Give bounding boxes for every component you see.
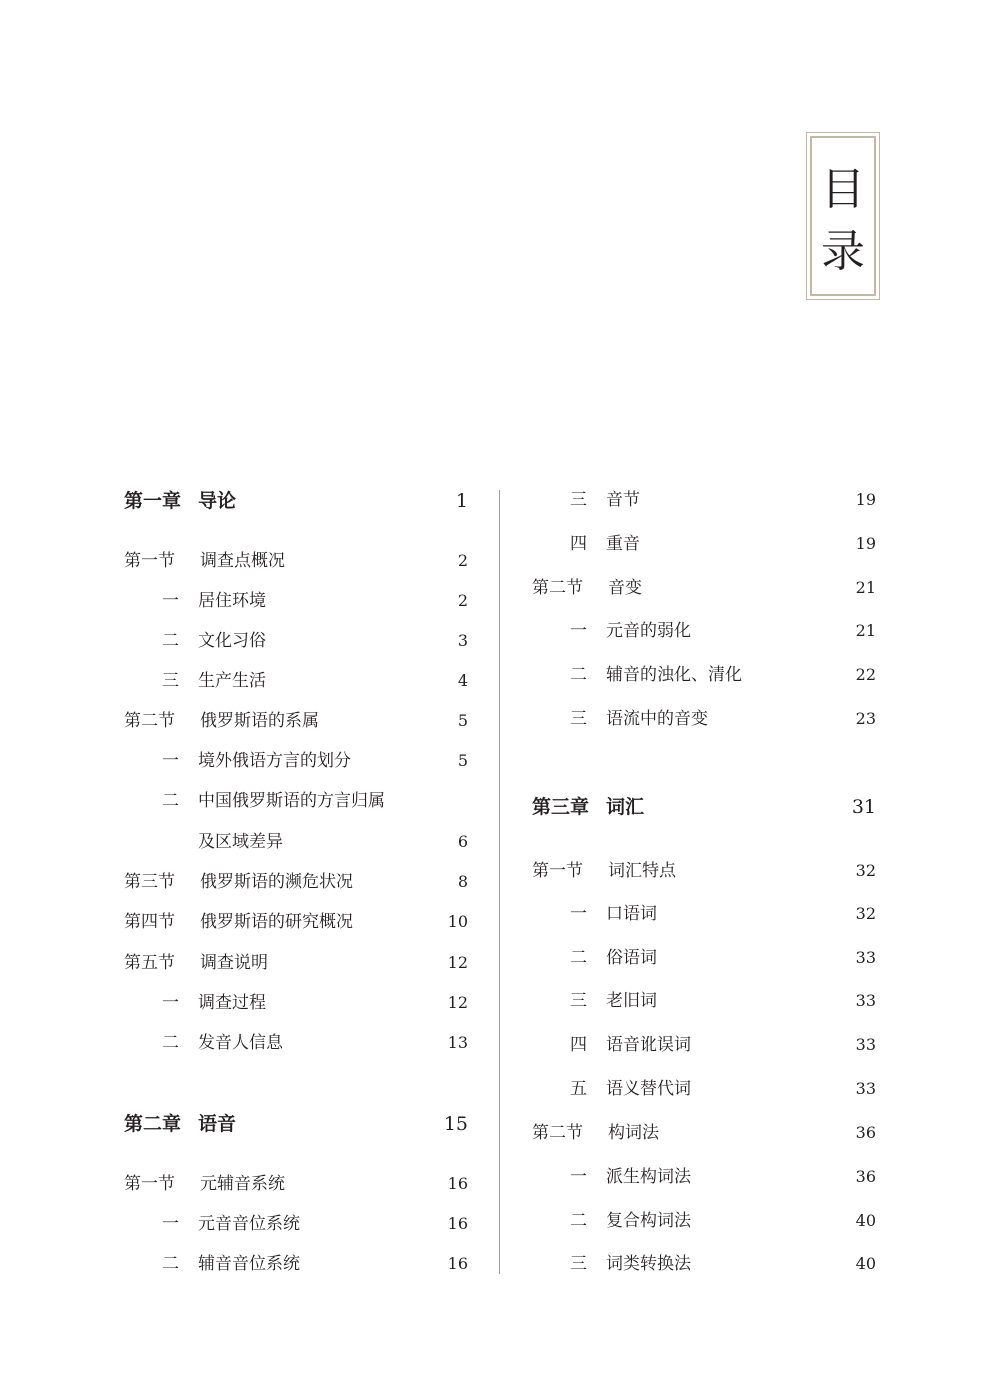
toc-entry-item	[532, 706, 876, 732]
toc-entry-page: 8	[457, 872, 468, 891]
toc-entry-number: 一	[570, 904, 587, 924]
toc-title-char-2: 录	[821, 226, 865, 277]
toc-entry-item	[532, 618, 876, 644]
toc-entry-title: 元音的弱化	[606, 621, 691, 641]
toc-entry-title: 文化习俗	[198, 631, 266, 651]
toc-entry-title: 居住环境	[198, 591, 266, 611]
toc-entry-number: 第一章	[124, 490, 182, 512]
toc-entry-section	[124, 1171, 468, 1197]
toc-entry-page: 21	[855, 578, 876, 597]
toc-entry-title: 调查点概况	[200, 551, 285, 571]
toc-entry-label	[570, 1032, 691, 1058]
toc-entry-page: 40	[855, 1254, 876, 1273]
toc-entry-label	[162, 628, 266, 654]
toc-entry-number: 一	[162, 751, 179, 771]
toc-entry-section	[532, 858, 876, 884]
toc-entry-label	[570, 1208, 691, 1234]
toc-entry-item	[124, 1211, 468, 1237]
toc-entry-item	[124, 628, 468, 654]
toc-entry-page: 5	[457, 751, 468, 770]
toc-entry-page: 33	[855, 1035, 876, 1054]
toc-entry-item	[124, 1030, 468, 1056]
toc-entry-item	[532, 1076, 876, 1102]
toc-entry-label	[162, 588, 266, 614]
toc-entry-label	[570, 901, 657, 927]
toc-entry-title: 元音音位系统	[198, 1214, 300, 1234]
toc-entry-item	[532, 487, 876, 513]
toc-entry-title: 语义替代词	[606, 1079, 691, 1099]
toc-entry-number: 一	[570, 1167, 587, 1187]
toc-entry-label	[124, 1171, 285, 1197]
toc-entry-chapter	[124, 488, 468, 514]
toc-entry-item	[532, 662, 876, 688]
toc-entry-label	[570, 531, 640, 557]
toc-entry-section	[532, 575, 876, 601]
toc-entry-item	[532, 531, 876, 557]
toc-entry-page: 6	[457, 832, 468, 851]
toc-entry-number: 二	[570, 665, 587, 685]
toc-entry-page: 33	[855, 1079, 876, 1098]
toc-entry-label	[124, 909, 353, 935]
toc-entry-title: 老旧词	[606, 991, 657, 1011]
toc-entry-number: 一	[162, 993, 179, 1013]
toc-entry-title: 口语词	[606, 904, 657, 924]
toc-title-char-1: 目	[821, 164, 865, 215]
toc-entry-page: 22	[855, 665, 876, 684]
toc-entry-chapter	[532, 794, 876, 820]
toc-entry-label	[124, 708, 319, 734]
toc-entry-label	[570, 1251, 691, 1277]
toc-entry-title: 俄罗斯语的研究概况	[200, 912, 353, 932]
toc-entry-item	[532, 988, 876, 1014]
toc-entry-page: 23	[855, 709, 876, 728]
toc-entry-section	[124, 950, 468, 976]
toc-entry-label	[570, 988, 657, 1014]
toc-entry-title: 词汇特点	[608, 861, 676, 881]
toc-entry-label	[124, 488, 236, 514]
toc-entry-title: 导论	[198, 490, 237, 512]
toc-entry-label	[532, 858, 676, 884]
toc-entry-item	[532, 901, 876, 927]
toc-entry-title: 辅音音位系统	[198, 1254, 300, 1274]
toc-entry-page: 16	[447, 1174, 468, 1193]
toc-entry-number: 四	[570, 534, 587, 554]
toc-entry-label	[198, 829, 283, 855]
toc-entry-number: 三	[570, 991, 587, 1011]
toc-entry-page: 10	[447, 912, 468, 931]
toc-entry-title: 调查说明	[200, 953, 268, 973]
toc-entry-number: 二	[162, 791, 179, 811]
toc-entry-section	[532, 1120, 876, 1146]
toc-entry-page: 13	[447, 1033, 468, 1052]
toc-entry-number: 二	[162, 1033, 179, 1053]
toc-entry-title: 俄罗斯语的濒危状况	[200, 872, 353, 892]
toc-entry-title: 俄罗斯语的系属	[200, 711, 319, 731]
toc-entry-item	[124, 748, 468, 774]
toc-entry-label	[162, 990, 266, 1016]
toc-entry-page: 36	[855, 1167, 876, 1186]
toc-entry-number: 三	[570, 490, 587, 510]
toc-entry-label	[570, 618, 691, 644]
toc-entry-item	[532, 1164, 876, 1190]
toc-entry-title: 派生构词法	[606, 1167, 691, 1187]
toc-entry-title: 语音	[198, 1113, 237, 1135]
toc-entry-page: 33	[855, 991, 876, 1010]
toc-entry-number: 第一节	[124, 551, 175, 571]
toc-entry-page: 19	[855, 490, 876, 509]
column-divider	[499, 490, 500, 1274]
toc-entry-page: 21	[855, 621, 876, 640]
toc-entry-title: 语音讹误词	[606, 1035, 691, 1055]
toc-entry-title: 中国俄罗斯语的方言归属	[198, 791, 385, 811]
toc-entry-number: 二	[570, 1211, 587, 1231]
toc-entry-chapter	[124, 1111, 468, 1137]
toc-entry-item	[532, 1032, 876, 1058]
toc-entry-label	[570, 1076, 691, 1102]
toc-entry-title: 语流中的音变	[606, 709, 708, 729]
toc-entry-page: 16	[447, 1214, 468, 1233]
toc-entry-label	[124, 869, 353, 895]
toc-entry-label	[124, 548, 285, 574]
toc-entry-page: 32	[855, 904, 876, 923]
toc-entry-label	[532, 575, 642, 601]
toc-entry-number: 二	[570, 948, 587, 968]
toc-entry-number: 第二章	[124, 1113, 182, 1135]
toc-entry-number: 第三章	[532, 796, 590, 818]
toc-entry-item	[532, 1208, 876, 1234]
toc-entry-label	[162, 1251, 300, 1277]
toc-entry-number: 第二节	[124, 711, 175, 731]
toc-entry-label	[162, 748, 351, 774]
toc-entry-title: 词类转换法	[606, 1254, 691, 1274]
toc-entry-title: 辅音的浊化、清化	[606, 665, 742, 685]
toc-entry-page: 12	[447, 993, 468, 1012]
toc-entry-cont	[124, 829, 468, 855]
toc-entry-item	[124, 588, 468, 614]
toc-entry-section	[124, 909, 468, 935]
toc-entry-label	[532, 794, 644, 820]
toc-entry-page: 33	[855, 948, 876, 967]
toc-entry-title: 构词法	[608, 1123, 659, 1143]
toc-entry-number: 二	[162, 1254, 179, 1274]
toc-entry-number: 五	[570, 1079, 587, 1099]
toc-entry-number: 第三节	[124, 872, 175, 892]
toc-entry-title: 音节	[606, 490, 640, 510]
toc-entry-item	[532, 945, 876, 971]
toc-entry-number: 四	[570, 1035, 587, 1055]
toc-entry-page: 15	[443, 1113, 468, 1135]
toc-entry-page: 19	[855, 534, 876, 553]
toc-entry-page: 2	[457, 551, 468, 570]
toc-title-box	[810, 136, 876, 296]
toc-entry-section	[124, 708, 468, 734]
toc-entry-title: 复合构词法	[606, 1211, 691, 1231]
toc-entry-item	[124, 1251, 468, 1277]
toc-entry-label	[570, 487, 640, 513]
toc-entry-number: 一	[162, 1214, 179, 1234]
toc-entry-number: 三	[162, 671, 179, 691]
toc-entry-label	[124, 1111, 236, 1137]
toc-entry-title: 生产生活	[198, 671, 266, 691]
toc-entry-page: 4	[457, 671, 468, 690]
toc-entry-label	[570, 662, 742, 688]
toc-entry-title: 及区域差异	[198, 832, 283, 852]
toc-entry-title: 俗语词	[606, 948, 657, 968]
toc-entry-page: 5	[457, 711, 468, 730]
toc-entry-page: 1	[455, 490, 468, 512]
toc-entry-title: 发音人信息	[198, 1033, 283, 1053]
toc-entry-page: 36	[855, 1123, 876, 1142]
toc-entry-title: 调查过程	[198, 993, 266, 1013]
toc-entry-section	[124, 548, 468, 574]
toc-entry-label	[162, 788, 385, 814]
toc-entry-section	[124, 869, 468, 895]
toc-entry-item	[124, 788, 468, 814]
toc-entry-title: 音变	[608, 578, 642, 598]
toc-entry-number: 第二节	[532, 1123, 583, 1143]
toc-entry-label	[162, 1030, 283, 1056]
toc-entry-number: 三	[570, 709, 587, 729]
toc-entry-page: 12	[447, 953, 468, 972]
toc-entry-label	[162, 668, 266, 694]
toc-entry-page: 40	[855, 1211, 876, 1230]
toc-entry-number: 第一节	[532, 861, 583, 881]
toc-entry-label	[570, 1164, 691, 1190]
toc-entry-label	[570, 706, 708, 732]
toc-entry-number: 第四节	[124, 912, 175, 932]
toc-entry-title: 词汇	[606, 796, 645, 818]
toc-entry-title: 境外俄语方言的划分	[198, 751, 351, 771]
toc-entry-label	[162, 1211, 300, 1237]
toc-entry-number: 第五节	[124, 953, 175, 973]
toc-entry-page: 32	[855, 861, 876, 880]
toc-entry-number: 三	[570, 1254, 587, 1274]
toc-entry-number: 一	[570, 621, 587, 641]
toc-entry-page: 2	[457, 591, 468, 610]
toc-entry-number: 一	[162, 591, 179, 611]
toc-entry-item	[532, 1251, 876, 1277]
toc-entry-item	[124, 990, 468, 1016]
toc-entry-label	[570, 945, 657, 971]
toc-entry-title: 元辅音系统	[200, 1174, 285, 1194]
toc-entry-page: 31	[851, 796, 876, 818]
toc-entry-page: 16	[447, 1254, 468, 1273]
toc-entry-label	[532, 1120, 659, 1146]
toc-entry-number: 第二节	[532, 578, 583, 598]
toc-entry-number: 二	[162, 631, 179, 651]
toc-entry-label	[124, 950, 268, 976]
toc-entry-page: 3	[457, 631, 468, 650]
toc-entry-title: 重音	[606, 534, 640, 554]
toc-entry-item	[124, 668, 468, 694]
toc-entry-number: 第一节	[124, 1174, 175, 1194]
